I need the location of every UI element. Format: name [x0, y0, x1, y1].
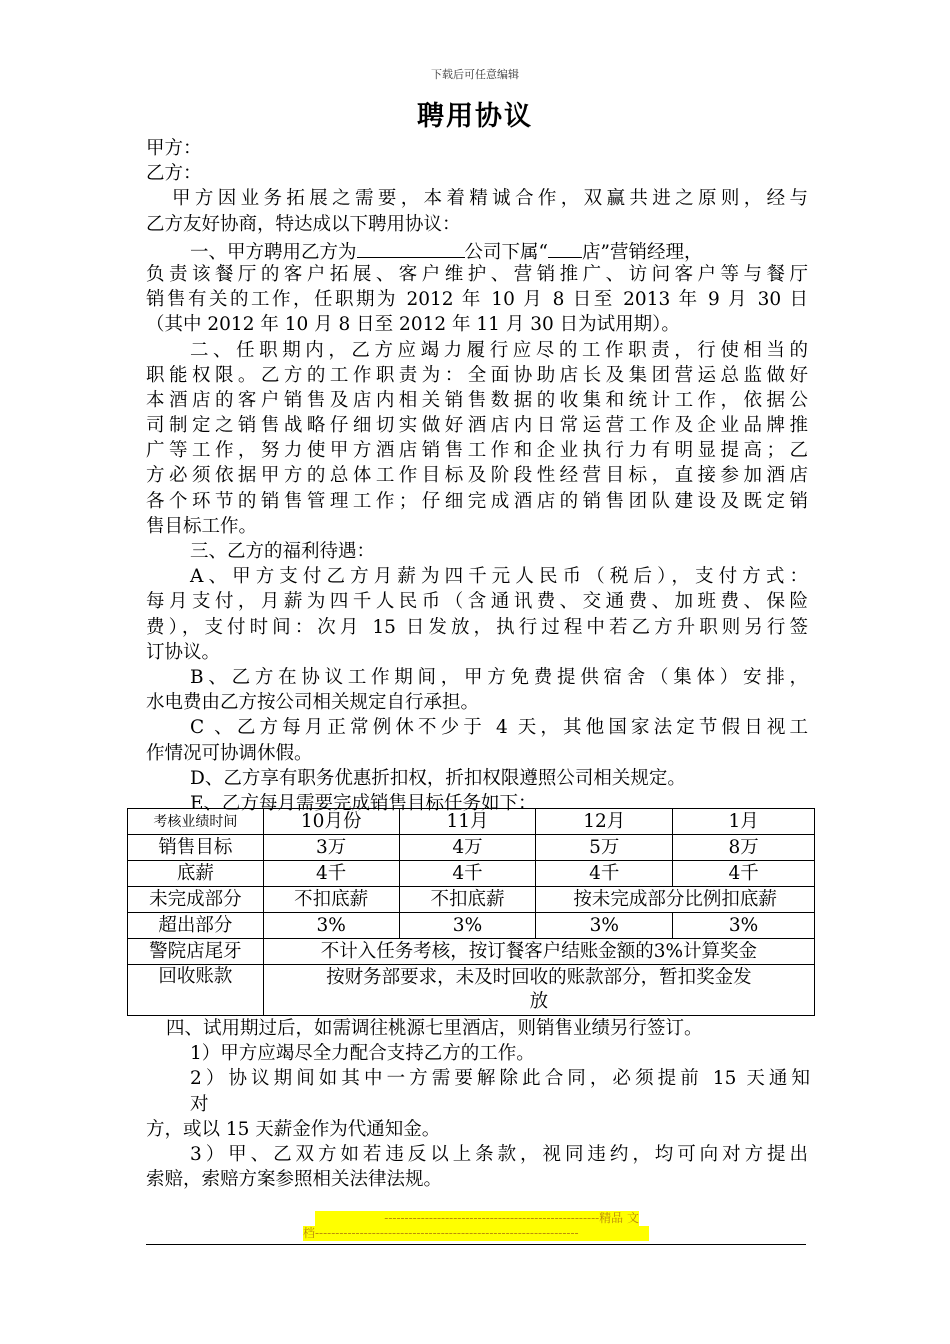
table-cell: 回收账款: [128, 965, 264, 1016]
clause3d-line: D、乙方享有职务优惠折扣权，折扣权限遵照公司相关规定。: [190, 767, 686, 789]
table-cell: 警院店尾牙: [128, 939, 264, 965]
table-row: [128, 861, 815, 887]
table-cell: 考核业绩时间: [128, 809, 264, 835]
table-cell: 3万: [263, 835, 399, 861]
header-note: 下载后可任意编辑: [431, 68, 519, 81]
clause2-line: 各个环节的销售管理工作；仔细完成酒店的销售团队建设及既定销: [146, 490, 808, 512]
intro-line: 甲方因业务拓展之需要，本着精诚合作，双赢共进之原则，经与: [172, 188, 808, 210]
table-cell: 8万: [673, 835, 815, 861]
table-cell: 4千: [399, 861, 536, 887]
clause3c-line: 作情况可协调休假。: [146, 742, 313, 764]
table-cell: 11月: [399, 809, 536, 835]
party-a-line: 甲方：: [146, 138, 202, 159]
table-cell: 5万: [536, 835, 673, 861]
party-b-line: 乙方：: [146, 163, 202, 185]
table-cell: 按未完成部分比例扣底薪: [536, 887, 815, 913]
table-row: [128, 965, 815, 1016]
table-row: [128, 887, 815, 913]
item3-line: 3）甲、乙双方如若违反以上条款，视同违约，均可向对方提出: [190, 1143, 808, 1165]
table-row: [128, 913, 815, 939]
item2-text: 2）协议期间如其中一方需要解除此合同，必须提前 15 天通知: [190, 1068, 810, 1090]
footer-watermark: [303, 1211, 651, 1241]
table-cell: 未完成部分: [128, 887, 264, 913]
table-row: [128, 809, 815, 835]
clause1-line: 负责该餐厅的客户拓展、客户维护、营销推广、访问客户等与餐厅: [146, 263, 808, 285]
table-cell: 4千: [673, 861, 815, 887]
table-cell: 3%: [399, 913, 536, 939]
table-cell: 3%: [536, 913, 673, 939]
company-blank: [357, 237, 465, 258]
page-title: 聘用协议: [417, 101, 533, 132]
clause3a-line: A、甲方支付乙方月薪为四千元人民币（税后），支付方式：: [190, 566, 808, 588]
table-cell: 超出部分: [128, 913, 264, 939]
clause1-suffix: 店”营销经理，: [581, 241, 703, 263]
clause2-line: 二、任职期内，乙方应竭力履行应尽的工作职责，行使相当的: [190, 339, 808, 361]
item2-line: 对: [190, 1093, 209, 1115]
table-cell: 1月: [673, 809, 815, 835]
table-cell: 4千: [536, 861, 673, 887]
clause3b-line: 水电费由乙方按公司相关规定自行承担。: [146, 692, 480, 714]
clause3-title: 三、乙方的福利待遇：: [190, 541, 376, 562]
clause2-line: 售目标工作。: [146, 515, 258, 537]
clause2-line: 本酒店的客户销售及店内相关销售数据的收集和统计工作，依据公: [146, 389, 808, 411]
clause3c-line: C 、乙方每月正常例休不少于 4 天，其他国家法定节假日视工: [190, 717, 808, 739]
table-cell: 3%: [263, 913, 399, 939]
clause1-line: 销售有关的工作，任职期为 2012 年 10 月 8 日至 2013 年 9 月 30 日: [146, 289, 808, 311]
table-cell: 4千: [263, 861, 399, 887]
table-row: [128, 835, 815, 861]
clause2-line: 司制定之销售战略仔细切实做好酒店内日常运营工作及企业品牌推: [146, 415, 808, 437]
item3-line: 索赔，索赔方案参照相关法律法规。: [146, 1169, 443, 1191]
table-cell: 不计入任务考核，按订餐客户结账金额的3%计算奖金: [263, 939, 814, 965]
footer-line: -----------------------------------------------------精品 文: [315, 1211, 639, 1226]
table-cell: 不扣底薪: [263, 887, 399, 913]
table-cell: 不扣底薪: [399, 887, 536, 913]
clause1-first-line: [146, 237, 808, 262]
table-cell: 3%: [673, 913, 815, 939]
clause1-line: （其中 2012 年 10 月 8 日至 2012 年 11 月 30 日为试用期）。: [146, 314, 680, 336]
footer-divider: [146, 1244, 806, 1245]
contract-closing: [146, 1016, 816, 1192]
item2-line: [146, 1066, 810, 1091]
table-cell: 10月份: [263, 809, 399, 835]
item1-line: 1）甲方应竭尽全力配合支持乙方的工作。: [190, 1043, 535, 1065]
table-row: [128, 939, 815, 965]
intro-line: 乙方友好协商，特达成以下聘用协议：: [146, 213, 461, 235]
clause1-prefix: 一、甲方聘用乙方为: [190, 241, 357, 263]
table-cell: 4万: [399, 835, 536, 861]
clause2-line: 广等工作，努力使甲方酒店销售工作和企业执行力有明显提高；乙: [146, 440, 808, 462]
footer-line: 档-----------------------------------------------------------------: [303, 1226, 649, 1241]
clause1-middle: 公司下属“: [464, 241, 548, 263]
clause3a-line: 每月支付，月薪为四千人民币（含通讯费、交通费、加班费、保险: [146, 591, 808, 613]
table-cell: 12月: [536, 809, 673, 835]
clause3b-line: B、乙方在协议工作期间，甲方免费提供宿舍（集体）安排，: [190, 666, 808, 688]
clause4-line: 四、试用期过后，如需调往桃源七里酒店，则销售业绩另行签订。: [166, 1018, 703, 1039]
contract-body: [146, 136, 808, 816]
clause2-line: 方必须依据甲方的总体工作目标及阶段性经营目标，直接参加酒店: [146, 465, 808, 487]
table-cell: 底薪: [128, 861, 264, 887]
clause3e-line: E、乙方每月需要完成销售目标任务如下：: [190, 792, 537, 814]
clause2-line: 职能权限。乙方的工作职责为：全面协助店长及集团营运总监做好: [146, 364, 808, 386]
clause3a-line: 订协议。: [146, 641, 221, 663]
table-cell: 销售目标: [128, 835, 264, 861]
clause3a-line: 费），支付时间：次月 15 日发放，执行过程中若乙方升职则另行签: [146, 616, 808, 638]
store-blank: [548, 237, 582, 258]
receivable-text-line: 放: [529, 991, 549, 1012]
sales-target-table: [127, 808, 815, 1016]
receivable-text-line: 按财务部要求，未及时回收的账款部分，暂扣奖金发: [326, 967, 752, 988]
table-cell: [263, 965, 814, 1016]
item2-line: 方，或以 15 天薪金作为代通知金。: [146, 1118, 441, 1140]
